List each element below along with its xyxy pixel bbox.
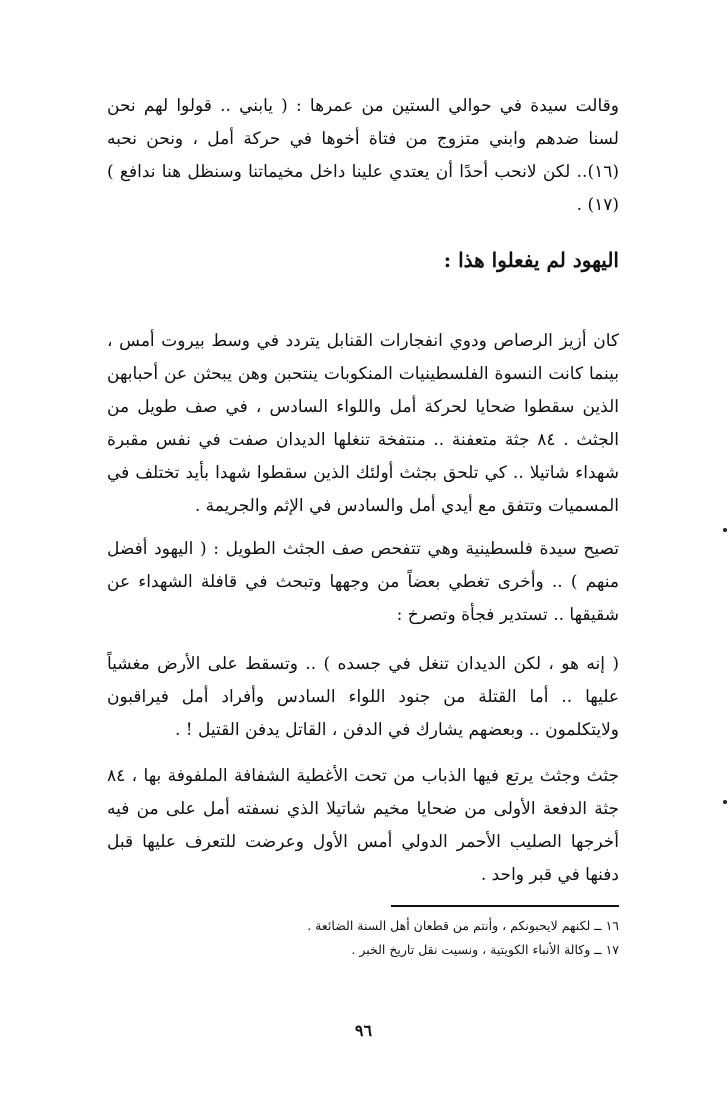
footnotes (107, 914, 619, 962)
footnote-divider (391, 905, 619, 907)
scan-mark (723, 800, 727, 804)
page-number: ٩٦ (354, 1021, 373, 1040)
body-paragraph-3: تصيح سيدة فلسطينية وهي تتفحص صف الجثث الطويل : ( اليهود أفضل منهم ) .. وأخرى تغطي بعضاً من وجهها وتبحث في قافلة الشهداء عن شقيقها .. تستدير فجأة وتصرخ : (107, 539, 619, 625)
body-paragraph-5: جثث وجثث يرتع فيها الذباب من تحت الأغطية الشفافة الملفوفة بها ، ٨٤ جثة الدفعة الأولى من ضحايا مخيم شاتيلا الذي نسفته أمل على من فيه أخرجها الصليب الأحمر الدولي أمس الأول وعرضت للتعرف عليها قبل دفنها في قبر واحد . (107, 766, 619, 885)
footnote-16: ١٦ ــ لكنهم لايحبونكم ، وأنتم من قطعان أهل السنة الضائعة . (307, 918, 619, 933)
body-paragraph-2: كان أزيز الرصاص ودوي انفجارات القنابل يتردد في وسط بيروت أمس ، بينما كانت النسوة الفلسطينيات المنكوبات ينتحبن وهن يبحثن عن أحبابهن الذين سقطوا ضحايا لحركة أمل واللواء السادس ، في صف طويل من الجثث . ٨٤ جثة متعفنة .. منتفخة تنغلها الديدان صفت في نفس مقبرة شهداء شاتيلا .. كي تلحق بجثث أولئك الذين سقطوا شهدا بأيد تختلف في المسميات وتتفق مع أيدي أمل والسادس في الإثم والجريمة . (107, 331, 619, 516)
footnote-17: ١٧ ــ وكالة الأنباء الكويتية ، ونسيت نقل تاريخ الخبر . (351, 942, 619, 957)
body-paragraph-1: وقالت سيدة في حوالي الستين من عمرها : ( يابني .. قولوا لهم نحن لسنا ضدهم وابني متزوج من فتاة أخوها في حركة أمل ، ونحن نحبه (١٦).. لكن لانحب أحدًا أن يعتدي علينا داخل مخيماتنا وسنظل هنا ندافع ) (١٧) . (107, 96, 619, 215)
scan-mark (723, 528, 727, 532)
section-heading: اليهود لم يفعلوا هذا : (443, 248, 619, 272)
body-paragraph-4: ( إنه هو ، لكن الديدان تنغل في جسده ) .. وتسقط على الأرض مغشياً عليها .. أما القتلة من جنود اللواء السادس وأفراد أمل فيراقبون ولايتكلمون .. وبعضهم يشارك في الدفن ، القاتل يدفن القتيل ! . (107, 654, 619, 740)
